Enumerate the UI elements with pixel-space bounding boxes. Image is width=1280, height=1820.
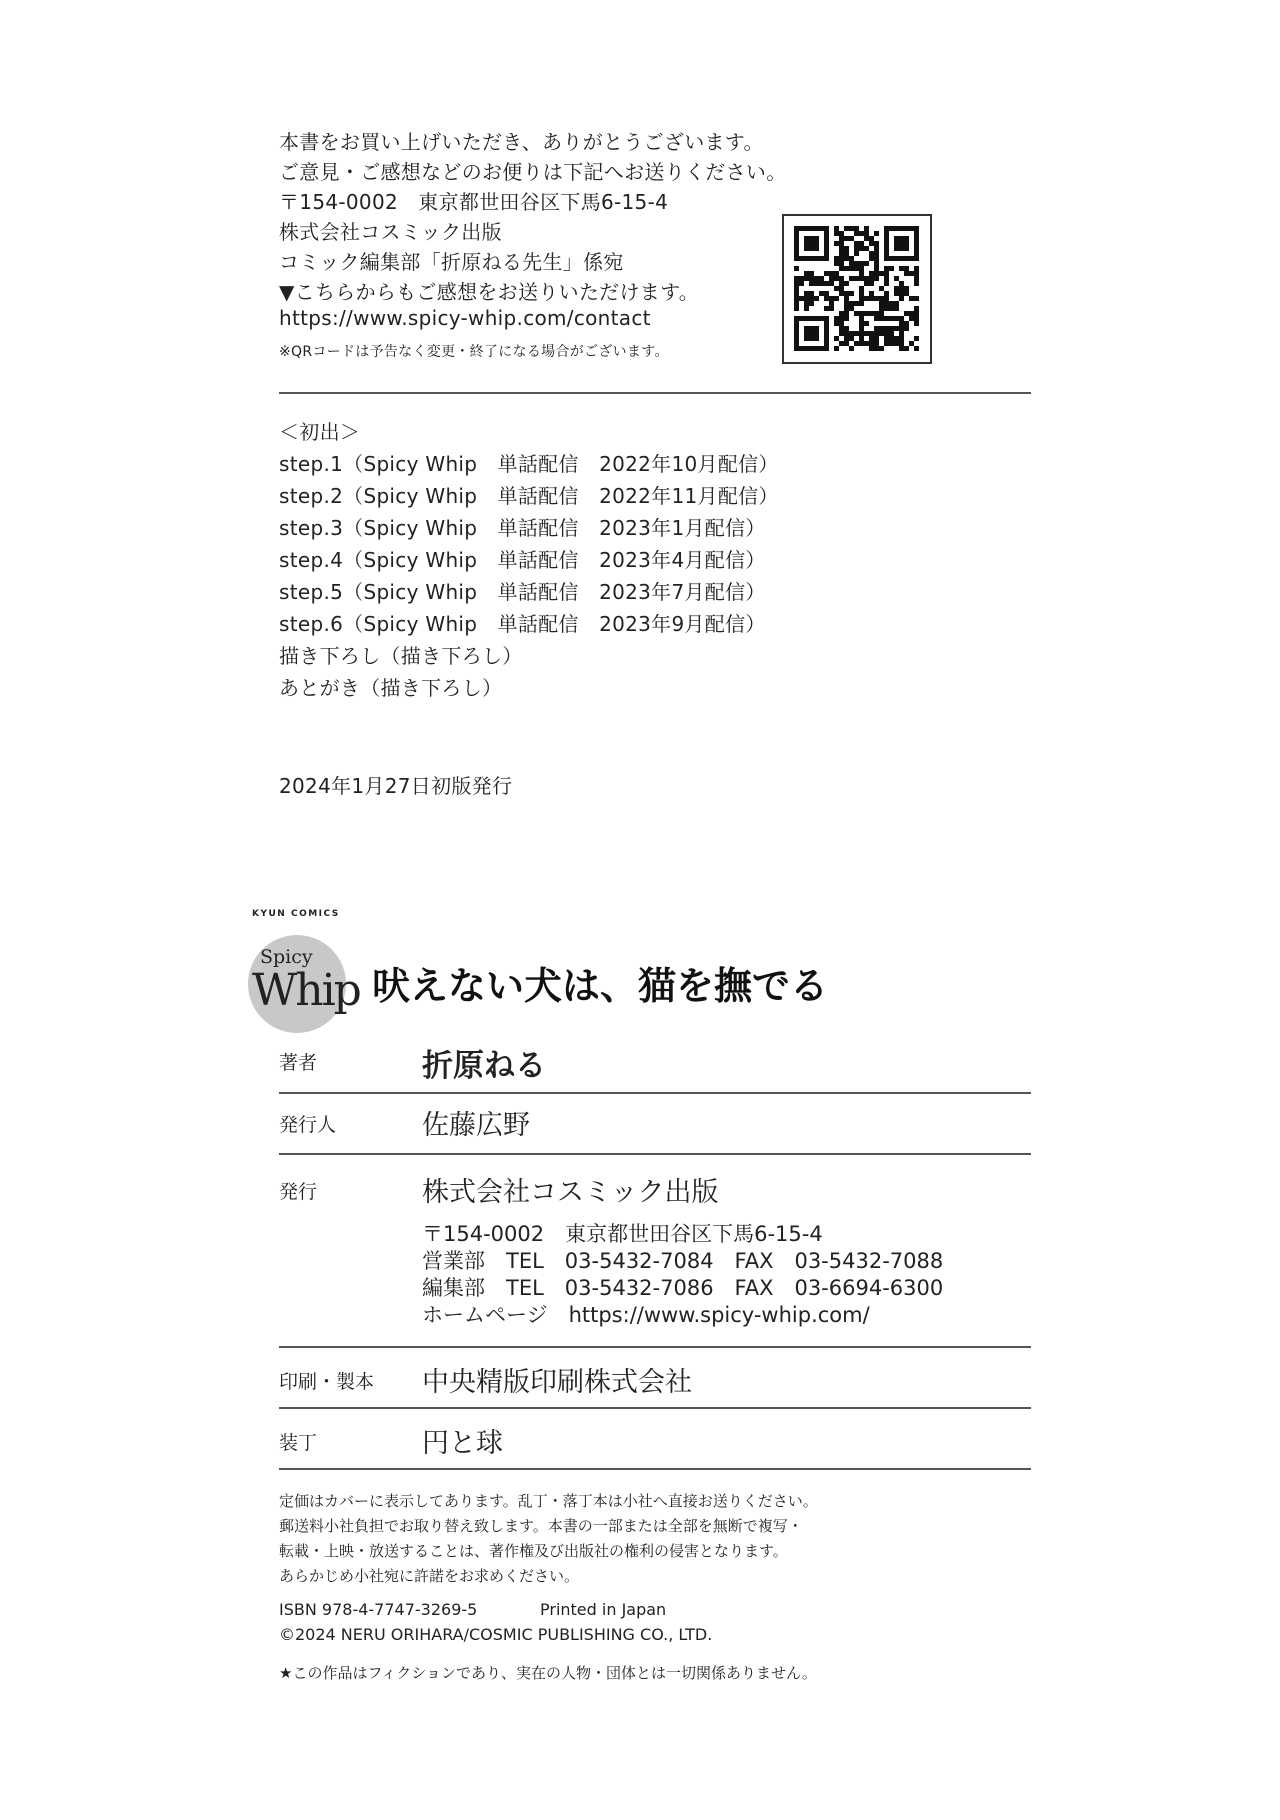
publisher-label: 発行 — [279, 1181, 318, 1203]
list-item: step.2（Spicy Whip 単話配信 2022年11月配信） — [279, 484, 779, 508]
legal-note: 定価はカバーに表示してあります。乱丁・落丁本は小社へ直接お送りください。 — [279, 1492, 818, 1510]
printing-company: 中央精版印刷株式会社 — [422, 1367, 692, 1398]
postal-address: 〒154-0002 東京都世田谷区下馬6-15-4 — [279, 190, 669, 214]
author-label: 著者 — [279, 1052, 318, 1074]
list-item: step.1（Spicy Whip 単話配信 2022年10月配信） — [279, 452, 779, 476]
logo-text-main: Whip — [252, 965, 360, 1016]
list-item: step.4（Spicy Whip 単話配信 2023年4月配信） — [279, 548, 766, 572]
spicy-whip-logo — [248, 935, 360, 1033]
list-item: step.6（Spicy Whip 単話配信 2023年9月配信） — [279, 612, 766, 636]
divider — [279, 1346, 1031, 1348]
publisher-address: 〒154-0002 東京都世田谷区下馬6-15-4 — [422, 1222, 823, 1246]
legal-note: あらかじめ小社宛に許諾をお求めください。 — [279, 1567, 580, 1585]
online-feedback-line: ▼こちらからもご感想をお送りいただけます。 — [279, 280, 700, 304]
design-label: 装丁 — [279, 1432, 318, 1454]
divider — [279, 1092, 1031, 1094]
list-item: step.5（Spicy Whip 単話配信 2023年7月配信） — [279, 580, 766, 604]
publisher-name: 株式会社コスミック出版 — [422, 1177, 719, 1208]
book-title: 吠えない犬は、猫を撫でる — [372, 964, 829, 1008]
legal-note: 郵送料小社負担でお取り替え致します。本書の一部または全部を無断で複写・ — [279, 1517, 803, 1535]
thanks-line: 本書をお買い上げいただき、ありがとうございます。 — [279, 130, 764, 154]
qr-note: ※QRコードは予告なく変更・終了になる場合がございます。 — [279, 344, 669, 360]
divider — [279, 1153, 1031, 1155]
copyright: ©2024 NERU ORIHARA/COSMIC PUBLISHING CO., LTD. — [279, 1625, 713, 1644]
qr-code[interactable] — [782, 214, 932, 364]
fiction-disclaimer: ★この作品はフィクションであり、実在の人物・団体とは一切関係ありません。 — [279, 1664, 817, 1682]
sales-phone: 営業部 TEL 03-5432-7084 FAX 03-5432-7088 — [422, 1249, 944, 1273]
divider — [279, 1468, 1031, 1470]
isbn: ISBN 978-4-7747-3269-5 — [279, 1600, 478, 1619]
imprint-name: KYUN COMICS — [252, 909, 340, 919]
homepage[interactable]: ホームページ https://www.spicy-whip.com/ — [422, 1303, 870, 1327]
list-item: あとがき（描き下ろし） — [279, 676, 503, 700]
divider — [279, 392, 1031, 394]
publisher-person: 佐藤広野 — [422, 1110, 530, 1141]
first-publication-heading: ＜初出＞ — [279, 420, 361, 444]
publisher-person-label: 発行人 — [279, 1114, 337, 1136]
list-item: 描き下ろし（描き下ろし） — [279, 644, 523, 668]
feedback-line: ご意見・ご感想などのお便りは下記へお送りください。 — [279, 160, 787, 184]
editorial-dept: コミック編集部「折原ねる先生」係宛 — [279, 250, 624, 274]
legal-note: 転載・上映・放送することは、著作権及び出版社の権利の侵害となります。 — [279, 1542, 788, 1560]
editorial-phone: 編集部 TEL 03-5432-7086 FAX 03-6694-6300 — [422, 1276, 944, 1300]
logo-text-top: Spicy — [260, 946, 313, 968]
contact-url[interactable]: https://www.spicy-whip.com/contact — [279, 306, 651, 330]
design-credit: 円と球 — [422, 1428, 503, 1459]
printing-label: 印刷・製本 — [279, 1371, 375, 1393]
qr-code-icon — [784, 216, 930, 362]
issue-date: 2024年1月27日初版発行 — [279, 774, 513, 798]
list-item: step.3（Spicy Whip 単話配信 2023年1月配信） — [279, 516, 766, 540]
company-name: 株式会社コスミック出版 — [279, 220, 502, 244]
printed-in: Printed in Japan — [540, 1600, 667, 1619]
divider — [279, 1407, 1031, 1409]
author-name: 折原ねる — [422, 1048, 546, 1084]
